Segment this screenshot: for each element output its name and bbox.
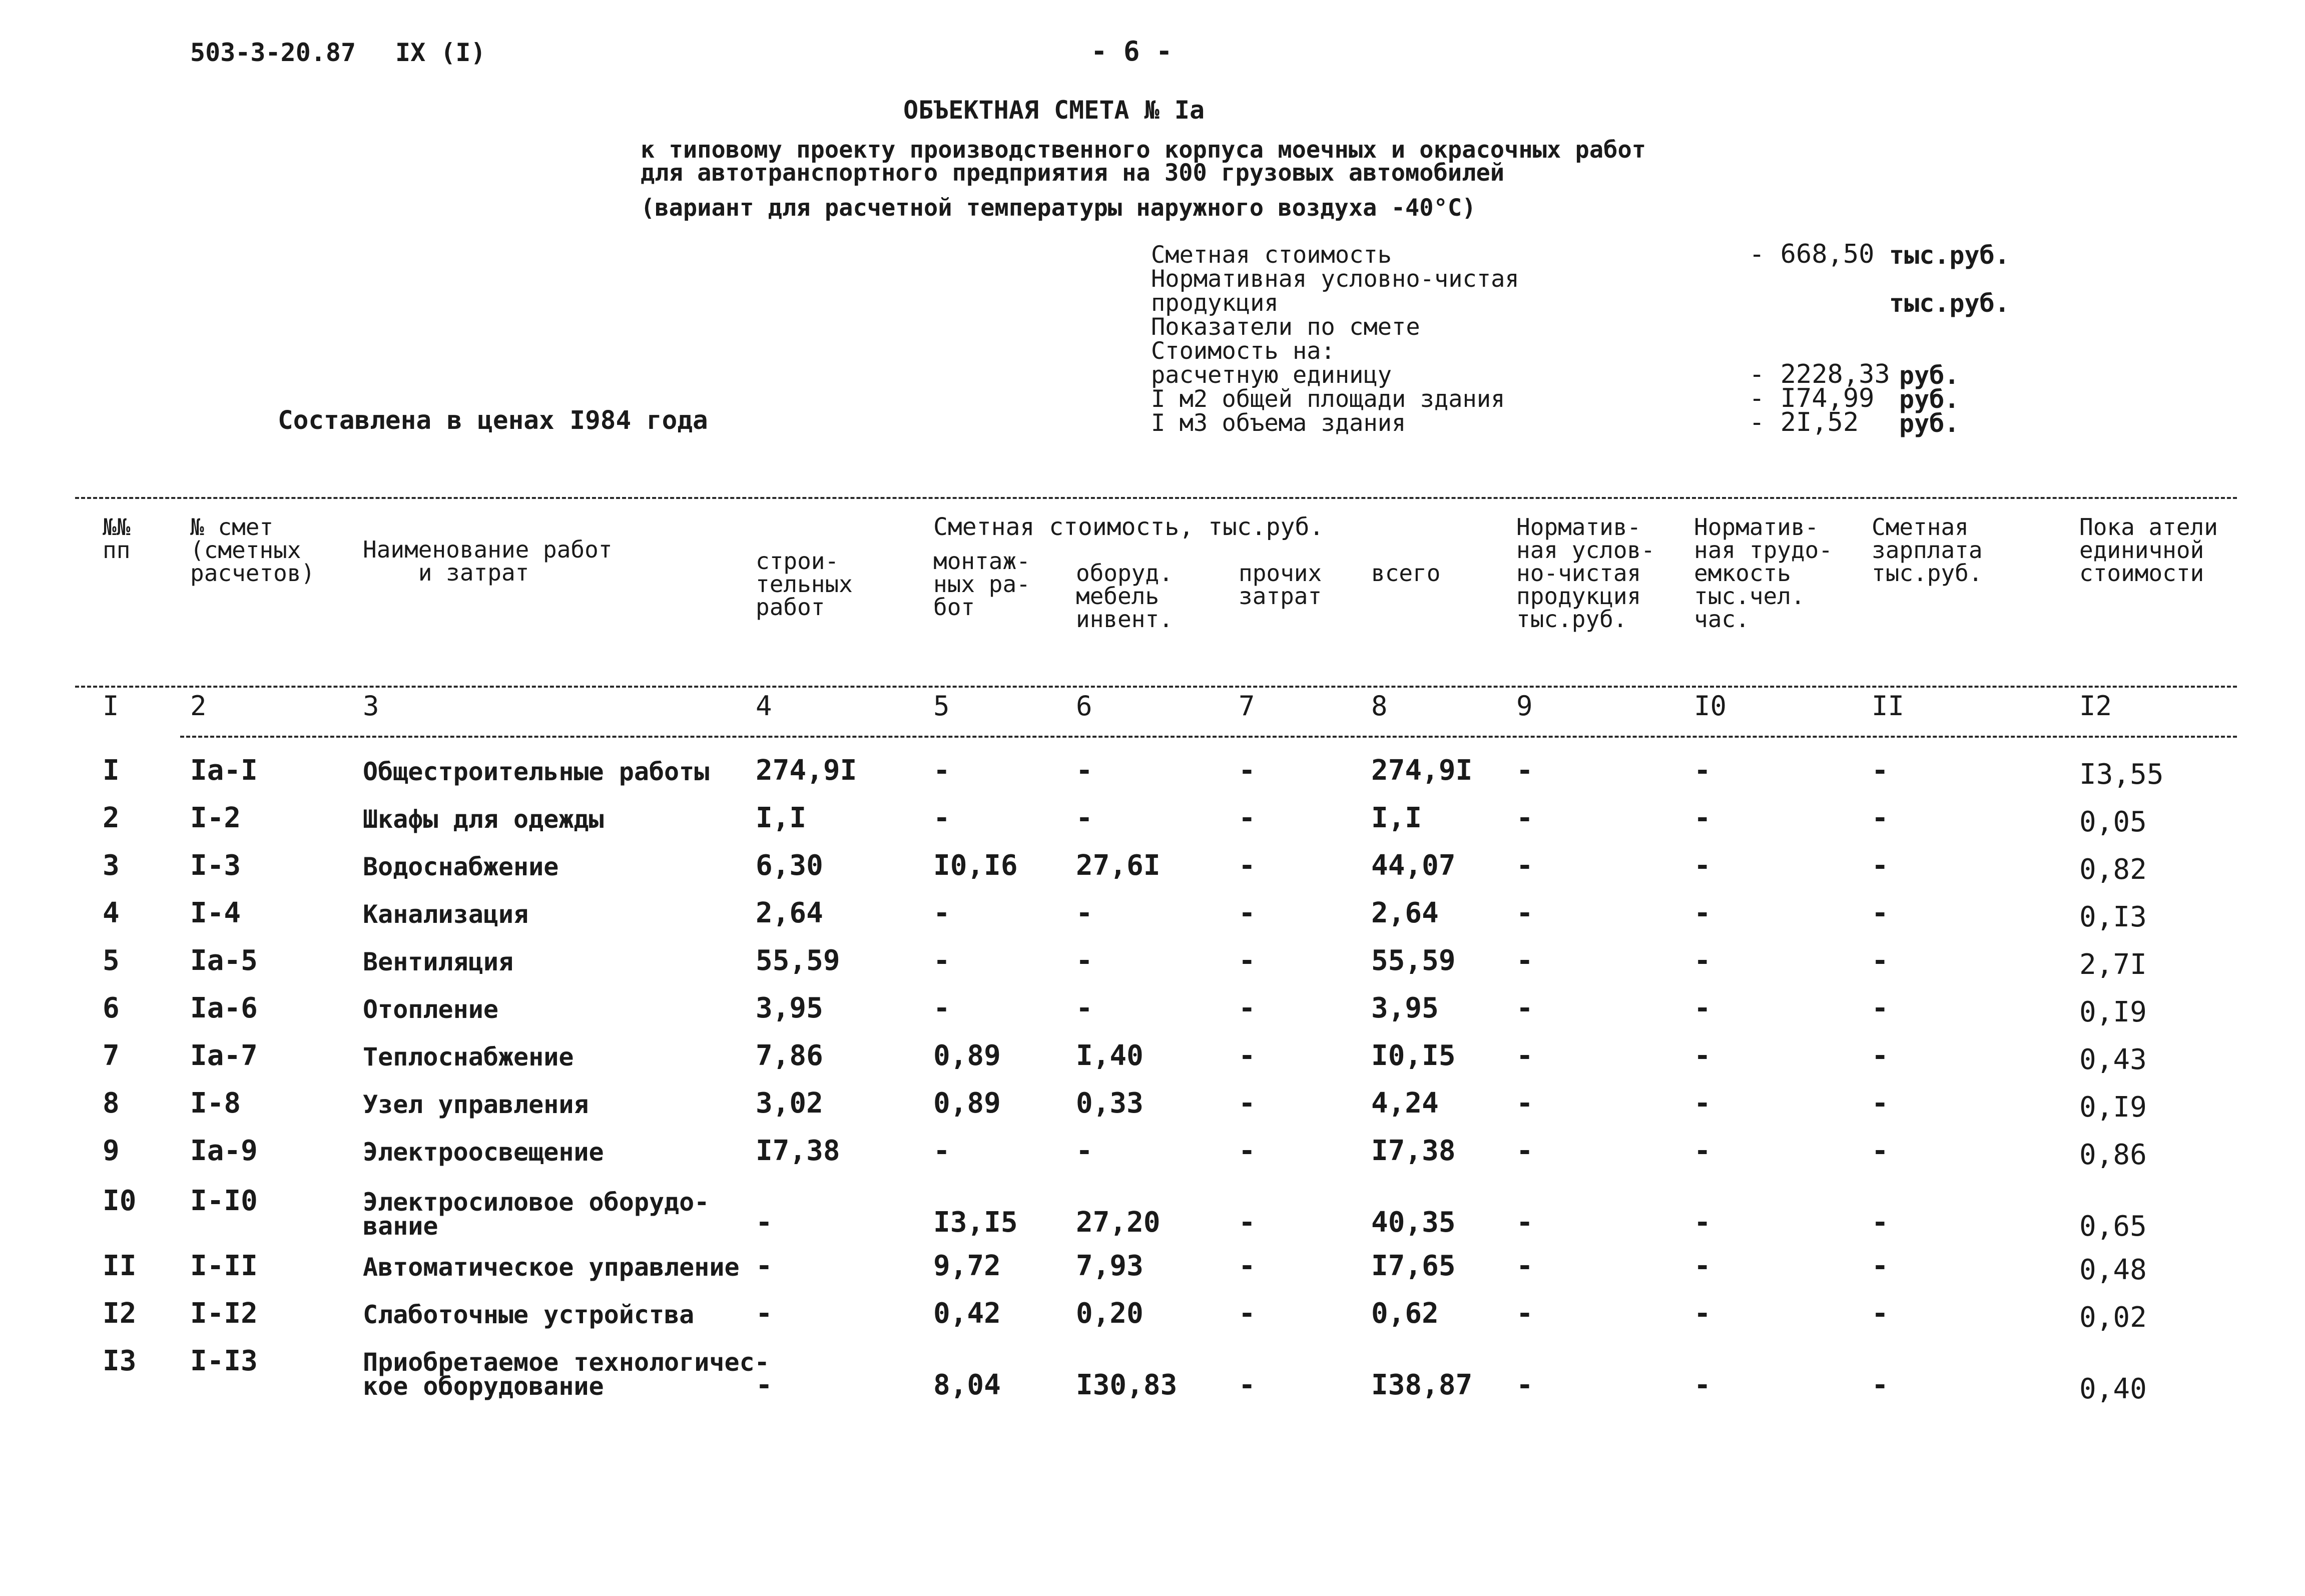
cell-build: 7,86 — [756, 1039, 823, 1072]
subtitle-line-2: для автотранспортного предприятия на 300 грузовых автомобилей — [641, 159, 1505, 187]
header-name: Наименование работ и затрат — [363, 536, 613, 586]
cell-salary: - — [1872, 802, 1889, 834]
header-norm-prod: Норматив- ная услов- но-чистая продукция тыс.руб. — [1516, 513, 1655, 633]
cell-mount: 8,04 — [933, 1369, 1001, 1401]
cell-norm-labor: - — [1694, 1206, 1711, 1239]
cell-mount: 0,89 — [933, 1039, 1001, 1072]
summary-label: I м2 общей площади здания — [1151, 385, 1505, 413]
cell-mount: 9,72 — [933, 1250, 1001, 1282]
cell-norm-prod: - — [1516, 944, 1533, 977]
cell-indicator: 0,43 — [2079, 1043, 2147, 1076]
cell-indicator: 0,65 — [2079, 1210, 2147, 1243]
cell-norm-prod: - — [1516, 1206, 1533, 1239]
cell-number: 8 — [103, 1087, 120, 1120]
cell-norm-labor: - — [1694, 849, 1711, 882]
cell-indicator: 0,05 — [2079, 806, 2147, 838]
cell-mount: - — [933, 944, 950, 977]
subtitle-line-1: к типовому проекту производственного корпуса моечных и окрасочных работ — [641, 136, 1646, 164]
column-number: 4 — [756, 690, 772, 722]
cell-other: - — [1239, 1087, 1256, 1120]
cell-other: - — [1239, 944, 1256, 977]
cell-norm-labor: - — [1694, 754, 1711, 787]
cell-indicator: 0,48 — [2079, 1254, 2147, 1286]
cell-other: - — [1239, 1206, 1256, 1239]
cell-norm-labor: - — [1694, 1369, 1711, 1401]
cell-norm-prod: - — [1516, 1135, 1533, 1167]
cell-name: Узел управления — [363, 1090, 589, 1119]
cell-equip: 0,20 — [1076, 1297, 1143, 1330]
cell-equip: - — [1076, 754, 1093, 787]
summary-label: I м3 объема здания — [1151, 409, 1406, 437]
cell-indicator: 0,86 — [2079, 1139, 2147, 1171]
cell-indicator: 2,7I — [2079, 948, 2147, 981]
cell-indicator: 0,I3 — [2079, 901, 2147, 933]
cell-mount: - — [933, 1135, 950, 1167]
cell-estimate: I-2 — [190, 802, 241, 834]
cell-total: I38,87 — [1371, 1369, 1473, 1401]
cell-salary: - — [1872, 1369, 1889, 1401]
summary-label: Показатели по смете — [1151, 313, 1420, 341]
header-estimate: № смет (сметных расчетов) — [190, 513, 315, 587]
cell-mount: 0,89 — [933, 1087, 1001, 1120]
cell-indicator: 0,02 — [2079, 1301, 2147, 1334]
cell-total: I7,38 — [1371, 1135, 1456, 1167]
cell-salary: - — [1872, 1135, 1889, 1167]
cell-indicator: 0,82 — [2079, 853, 2147, 886]
cell-estimate: I-I3 — [190, 1345, 258, 1377]
cell-norm-labor: - — [1694, 1250, 1711, 1282]
cell-indicator: 0,I9 — [2079, 996, 2147, 1028]
cell-norm-labor: - — [1694, 897, 1711, 929]
cell-estimate: Iа-7 — [190, 1039, 258, 1072]
cell-indicator: 0,40 — [2079, 1373, 2147, 1405]
cell-equip: - — [1076, 1135, 1093, 1167]
cell-mount: - — [933, 754, 950, 787]
cell-total: 0,62 — [1371, 1297, 1439, 1330]
cell-estimate: Iа-6 — [190, 992, 258, 1024]
cell-estimate: I-4 — [190, 897, 241, 929]
cell-indicator: 0,I9 — [2079, 1091, 2147, 1124]
cell-norm-prod: - — [1516, 1297, 1533, 1330]
cell-equip: - — [1076, 944, 1093, 977]
cell-norm-prod: - — [1516, 1250, 1533, 1282]
cell-name: Теплоснабжение — [363, 1042, 574, 1072]
cell-build: 6,30 — [756, 849, 823, 882]
page-number: - 6 - — [1091, 36, 1173, 67]
cell-salary: - — [1872, 754, 1889, 787]
cell-number: I — [103, 754, 120, 787]
summary-label: Стоимость на: — [1151, 337, 1335, 365]
cell-name: Слаботочные устройства — [363, 1300, 695, 1329]
summary-label: продукция — [1151, 289, 1279, 317]
cell-mount: I3,I5 — [933, 1206, 1018, 1239]
cell-equip: 27,6I — [1076, 849, 1161, 882]
cell-name: Канализация — [363, 900, 529, 929]
cell-norm-prod: - — [1516, 1087, 1533, 1120]
cell-name: Автоматическое управление — [363, 1253, 740, 1282]
summary-label: Нормативная условно-чистая — [1151, 265, 1519, 293]
cell-salary: - — [1872, 992, 1889, 1024]
cell-estimate: I-II — [190, 1250, 258, 1282]
cell-salary: - — [1872, 1087, 1889, 1120]
cell-equip: 7,93 — [1076, 1250, 1143, 1282]
header-cost-group: Сметная стоимость, тыс.руб. — [933, 513, 1324, 541]
cell-name: Водоснабжение — [363, 852, 559, 881]
column-number: II — [1872, 690, 1905, 722]
cell-name: Отопление — [363, 995, 498, 1024]
cell-salary: - — [1872, 944, 1889, 977]
cell-salary: - — [1872, 1297, 1889, 1330]
cell-number: 4 — [103, 897, 120, 929]
cell-mount: - — [933, 992, 950, 1024]
cell-total: 40,35 — [1371, 1206, 1456, 1239]
summary-unit: руб. — [1899, 409, 1960, 438]
header-equip: оборуд. мебель инвент. — [1076, 560, 1173, 633]
cell-equip: 27,20 — [1076, 1206, 1161, 1239]
cell-norm-labor: - — [1694, 1297, 1711, 1330]
cell-estimate: Iа-9 — [190, 1135, 258, 1167]
cell-norm-prod: - — [1516, 1369, 1533, 1401]
cell-build: - — [756, 1250, 773, 1282]
summary-unit: руб. — [1899, 361, 1960, 390]
cell-norm-prod: - — [1516, 849, 1533, 882]
summary-value: - I74,99 — [1749, 383, 1875, 413]
cell-name: Приобретаемое технологичес- кое оборудование — [363, 1348, 770, 1401]
document-title: ОБЪЕКТНАЯ СМЕТА № Iа — [903, 96, 1205, 125]
summary-unit: тыс.руб. — [1889, 289, 2010, 318]
cell-build: I,I — [756, 802, 807, 834]
column-number: 6 — [1076, 690, 1092, 722]
cell-salary: - — [1872, 1250, 1889, 1282]
prices-note: Составлена в ценах I984 года — [278, 406, 708, 435]
cell-other: - — [1239, 1369, 1256, 1401]
cell-norm-prod: - — [1516, 754, 1533, 787]
cell-other: - — [1239, 1135, 1256, 1167]
cell-total: I,I — [1371, 802, 1422, 834]
cell-other: - — [1239, 849, 1256, 882]
cell-equip: I,40 — [1076, 1039, 1143, 1072]
cell-number: 3 — [103, 849, 120, 882]
cell-build: 3,02 — [756, 1087, 823, 1120]
header-mount: монтаж- ных ра- бот — [933, 548, 1030, 621]
cell-number: 5 — [103, 944, 120, 977]
summary-label: Сметная стоимость — [1151, 241, 1392, 269]
cell-estimate: Iа-I — [190, 754, 258, 787]
cell-name: Вентиляция — [363, 947, 514, 976]
cell-total: I0,I5 — [1371, 1039, 1456, 1072]
header-norm-labor: Норматив- ная трудо- емкость тыс.чел. час. — [1694, 513, 1833, 633]
header-total: всего — [1371, 560, 1441, 587]
cell-other: - — [1239, 992, 1256, 1024]
cell-estimate: I-I2 — [190, 1297, 258, 1330]
cell-number: 9 — [103, 1135, 120, 1167]
cell-build: - — [756, 1206, 773, 1239]
cell-norm-labor: - — [1694, 944, 1711, 977]
cell-equip: - — [1076, 897, 1093, 929]
cell-salary: - — [1872, 1039, 1889, 1072]
cell-norm-labor: - — [1694, 1087, 1711, 1120]
cell-norm-labor: - — [1694, 1039, 1711, 1072]
column-number: I2 — [2079, 690, 2112, 722]
cell-number: 6 — [103, 992, 120, 1024]
cell-build: 274,9I — [756, 754, 857, 787]
cell-estimate: I-8 — [190, 1087, 241, 1120]
header-bottom-rule — [75, 686, 2237, 688]
doc-code: 503-3-20.87 — [190, 38, 356, 67]
cell-total: 274,9I — [1371, 754, 1473, 787]
column-number: 7 — [1239, 690, 1255, 722]
cell-mount: - — [933, 802, 950, 834]
summary-value: - 668,50 — [1749, 239, 1875, 269]
cell-build: I7,38 — [756, 1135, 840, 1167]
column-number: 5 — [933, 690, 950, 722]
table-top-rule — [75, 497, 2237, 499]
cell-norm-prod: - — [1516, 1039, 1533, 1072]
summary-unit: тыс.руб. — [1889, 241, 2010, 270]
cell-build: - — [756, 1297, 773, 1330]
cell-other: - — [1239, 1250, 1256, 1282]
summary-unit: руб. — [1899, 385, 1960, 414]
cell-norm-prod: - — [1516, 992, 1533, 1024]
header-build: строи- тельных работ — [756, 548, 853, 621]
cell-norm-labor: - — [1694, 992, 1711, 1024]
cell-norm-prod: - — [1516, 897, 1533, 929]
column-number: 8 — [1371, 690, 1388, 722]
cell-salary: - — [1872, 849, 1889, 882]
column-number: I — [103, 690, 119, 722]
subtitle-line-3: (вариант для расчетной температуры наружного воздуха -40°С) — [641, 194, 1476, 222]
column-number: I0 — [1694, 690, 1727, 722]
cell-estimate: I-I0 — [190, 1185, 258, 1217]
cell-equip: - — [1076, 992, 1093, 1024]
cell-number: 2 — [103, 802, 120, 834]
cell-build: - — [756, 1369, 773, 1401]
header-num: №№ пп — [103, 513, 131, 564]
cell-other: - — [1239, 802, 1256, 834]
cell-total: 44,07 — [1371, 849, 1456, 882]
cell-number: I0 — [103, 1185, 137, 1217]
cell-total: 2,64 — [1371, 897, 1439, 929]
cell-estimate: Iа-5 — [190, 944, 258, 977]
cell-equip: 0,33 — [1076, 1087, 1143, 1120]
cell-build: 3,95 — [756, 992, 823, 1024]
summary-value: - 2I,52 — [1749, 407, 1859, 437]
cell-build: 55,59 — [756, 944, 840, 977]
cell-other: - — [1239, 897, 1256, 929]
cell-equip: - — [1076, 802, 1093, 834]
cell-total: 4,24 — [1371, 1087, 1439, 1120]
column-number: 2 — [190, 690, 207, 722]
cell-name: Шкафы для одежды — [363, 805, 604, 834]
summary-label: расчетную единицу — [1151, 361, 1392, 389]
cell-number: II — [103, 1250, 137, 1282]
cell-build: 2,64 — [756, 897, 823, 929]
cell-total: 3,95 — [1371, 992, 1439, 1024]
cell-estimate: I-3 — [190, 849, 241, 882]
summary-value: - 2228,33 — [1749, 359, 1890, 389]
cell-mount: 0,42 — [933, 1297, 1001, 1330]
cell-other: - — [1239, 1039, 1256, 1072]
cell-indicator: I3,55 — [2079, 758, 2164, 791]
cell-other: - — [1239, 754, 1256, 787]
cell-mount: - — [933, 897, 950, 929]
cell-number: 7 — [103, 1039, 120, 1072]
cell-other: - — [1239, 1297, 1256, 1330]
header-other: прочих затрат — [1239, 560, 1322, 610]
cell-number: I3 — [103, 1345, 137, 1377]
cell-salary: - — [1872, 897, 1889, 929]
sheet-number: IX (I) — [395, 38, 486, 67]
cell-norm-labor: - — [1694, 802, 1711, 834]
cell-total: I7,65 — [1371, 1250, 1456, 1282]
cell-name: Электроосвещение — [363, 1138, 604, 1167]
column-number: 3 — [363, 690, 379, 722]
cell-mount: I0,I6 — [933, 849, 1018, 882]
cell-norm-labor: - — [1694, 1135, 1711, 1167]
cell-norm-prod: - — [1516, 802, 1533, 834]
cell-name: Общестроительные работы — [363, 757, 710, 786]
cell-total: 55,59 — [1371, 944, 1456, 977]
cell-equip: I30,83 — [1076, 1369, 1178, 1401]
cell-name: Электросиловое оборудо- вание — [363, 1188, 710, 1241]
header-salary: Сметная зарплата тыс.руб. — [1872, 513, 1983, 587]
cell-salary: - — [1872, 1206, 1889, 1239]
column-numbers-rule — [180, 736, 2237, 738]
header-indicator: Пока атели единичной стоимости — [2079, 513, 2218, 587]
cell-number: I2 — [103, 1297, 137, 1330]
column-number: 9 — [1516, 690, 1533, 722]
